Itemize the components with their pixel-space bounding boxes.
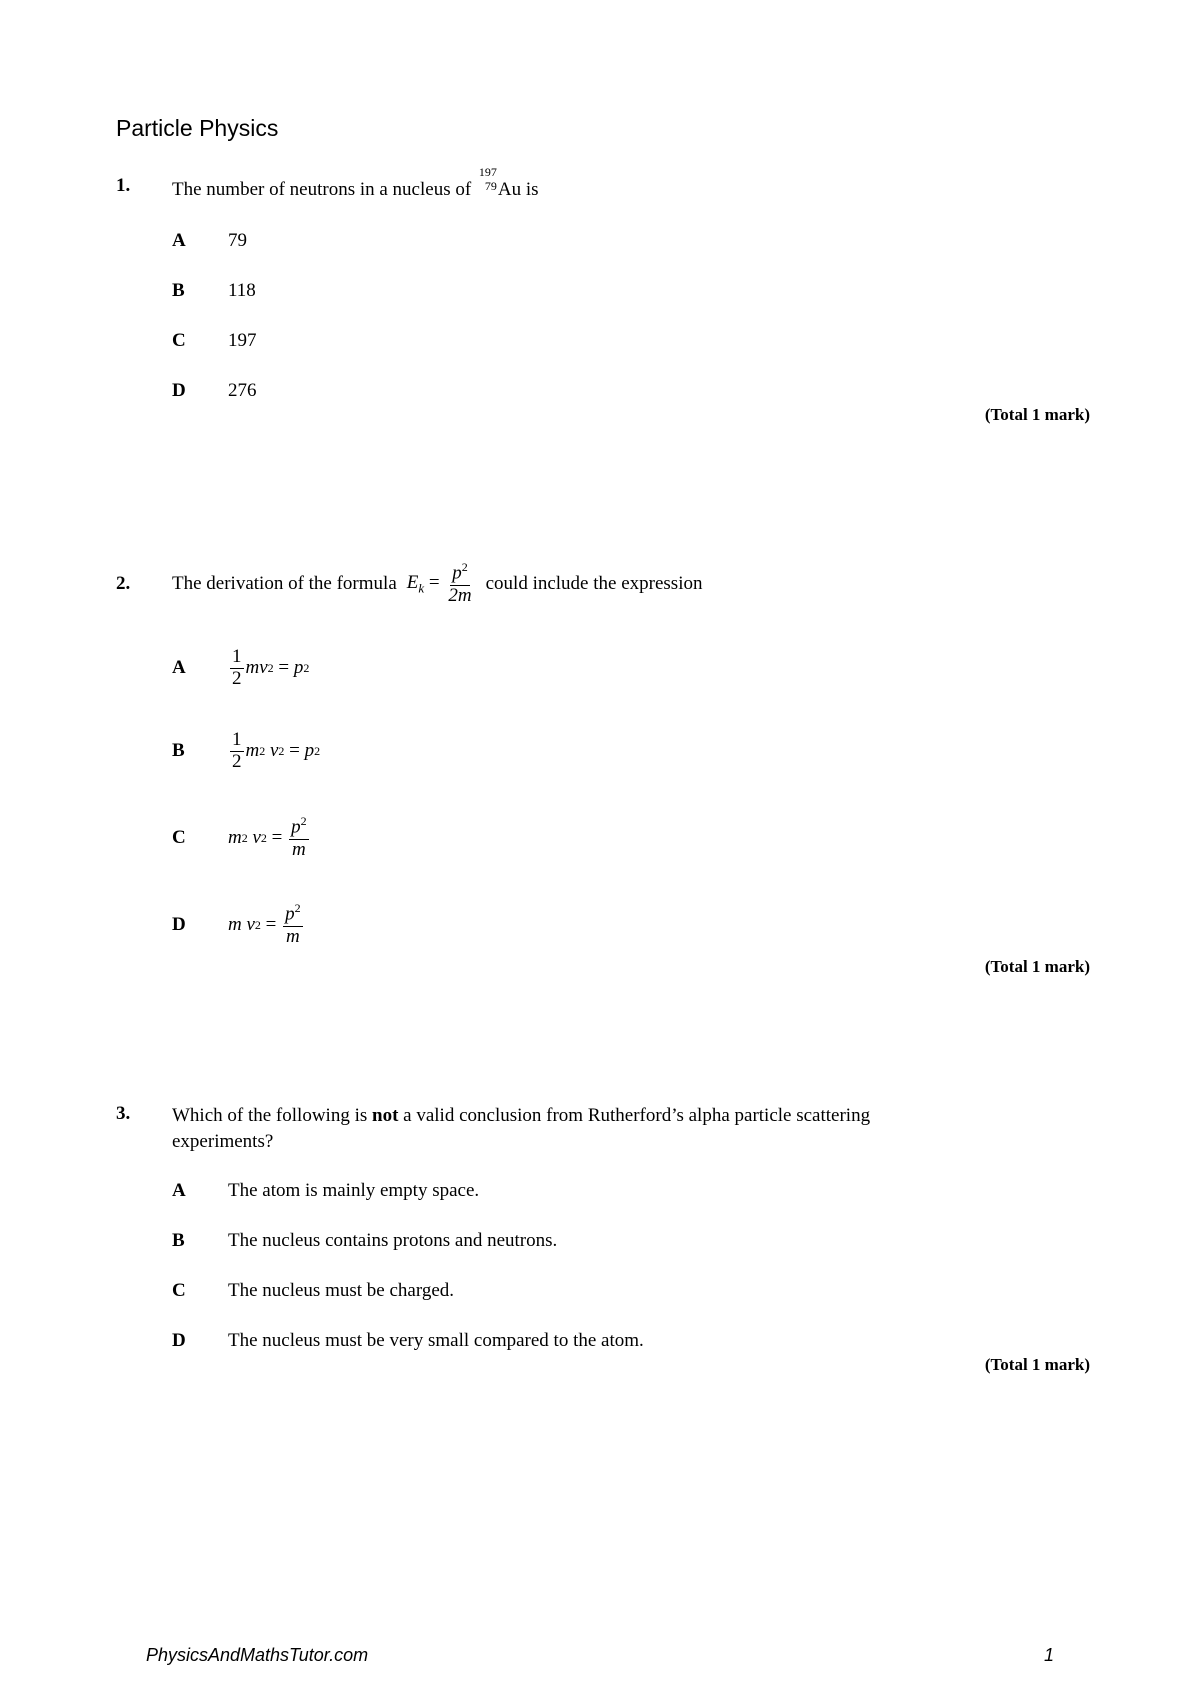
q1-total-mark: (Total 1 mark) bbox=[984, 405, 1090, 424]
q1-option-letter-d: D bbox=[172, 380, 186, 401]
q2-option-letter-a: A bbox=[172, 657, 186, 678]
q2-option-expr-a: $\frac{1}{2}$ mv 2 = p 2 bbox=[232, 645, 310, 689]
page-title: Particle Physics bbox=[116, 115, 279, 141]
expr-term-m: m bbox=[228, 914, 242, 935]
q3-option-letter-d: D bbox=[172, 1330, 186, 1351]
emphasis-not: not bbox=[372, 1105, 399, 1126]
question-3-stem-line1: Which of the following is not a valid conclusion from Rutherford’s alpha particle scattering bbox=[172, 1105, 871, 1126]
formula-fraction bbox=[446, 561, 473, 606]
q3-option-letter-a: A bbox=[172, 1180, 186, 1201]
q2-option-expr-c: m 2 v 2 = $\frac{p^2}{m}$ bbox=[228, 814, 307, 860]
q1-option-text-d: 276 bbox=[228, 380, 257, 401]
question-3-stem bbox=[172, 1103, 1032, 1155]
q2-option-letter-d: D bbox=[172, 914, 186, 935]
half-fraction: $\frac{1}{2}$ bbox=[232, 728, 242, 772]
q3-option-letter-b: B bbox=[172, 1230, 185, 1251]
q3-option-text-d: The nucleus must be very small compared to the atom. bbox=[228, 1330, 644, 1351]
formula-numerator-exponent: 2 bbox=[461, 560, 468, 575]
expr-rhs: p bbox=[293, 657, 304, 678]
q3-total-mark: (Total 1 mark) bbox=[984, 1355, 1090, 1374]
expr-exponent-v: 2 bbox=[254, 917, 261, 932]
element-symbol: Au bbox=[497, 179, 522, 200]
q3-option-letter-c: C bbox=[172, 1280, 186, 1301]
expr-term-v: v bbox=[269, 740, 279, 761]
formula-denominator: 2m bbox=[448, 584, 472, 606]
question-1-stem-end: is bbox=[525, 179, 539, 200]
formula-lhs-subscript: k bbox=[418, 581, 425, 597]
q1-option-letter-b: B bbox=[172, 280, 185, 301]
question-2-number: 2. bbox=[116, 573, 131, 594]
formula-lhs: E bbox=[406, 572, 419, 594]
q2-option-letter-c: C bbox=[172, 827, 186, 848]
q3-option-text-b: The nucleus contains protons and neutrons. bbox=[228, 1230, 558, 1251]
q3-option-text-c: The nucleus must be charged. bbox=[228, 1280, 454, 1301]
expr-rhs-fraction: $\frac{p^2}{m}$ bbox=[291, 814, 307, 860]
q1-option-letter-a: A bbox=[172, 230, 186, 251]
expr-term-v: v bbox=[246, 914, 255, 935]
expr-exponent-m: 2 bbox=[259, 743, 266, 758]
q1-option-letter-c: C bbox=[172, 330, 186, 351]
expr-term-m: m bbox=[245, 740, 260, 761]
footer-page-number: 1 bbox=[1044, 1645, 1055, 1665]
question-1-number: 1. bbox=[116, 175, 131, 196]
question-3-stem-line2: experiments? bbox=[172, 1131, 274, 1152]
expr-term-v: v bbox=[252, 827, 261, 848]
half-fraction: $\frac{1}{2}$ bbox=[232, 645, 242, 689]
mass-number: 197 bbox=[478, 165, 497, 179]
expr-exponent: 2 bbox=[267, 660, 274, 675]
formula-numerator: p bbox=[452, 562, 462, 584]
q2-option-expr-b: $\frac{1}{2}$ m 2 v 2 = p 2 bbox=[232, 728, 321, 772]
q1-option-text-c: 197 bbox=[228, 330, 257, 351]
expr-term: mv bbox=[245, 657, 268, 678]
expr-exponent-v: 2 bbox=[278, 743, 285, 758]
question-3-number: 3. bbox=[116, 1103, 131, 1124]
q2-option-expr-d: m v 2 = $\frac{p^2}{m}$ bbox=[228, 901, 301, 947]
question-2-stem-text: The derivation of the formula bbox=[172, 573, 397, 594]
expr-rhs: p bbox=[304, 740, 315, 761]
question-2-stem bbox=[172, 556, 702, 612]
q1-option-text-a: 79 bbox=[228, 230, 247, 251]
kinetic-energy-formula: $E_k$ = $\frac{p^2}{2m}$ bbox=[406, 560, 472, 606]
q2-total-mark: (Total 1 mark) bbox=[984, 957, 1090, 976]
expr-rhs-exponent: 2 bbox=[314, 743, 321, 758]
expr-rhs-fraction: $\frac{p^2}{m}$ bbox=[285, 901, 301, 947]
expr-exponent-m: 2 bbox=[241, 830, 248, 845]
nuclide-symbol bbox=[476, 165, 498, 195]
question-1-stem bbox=[172, 165, 539, 201]
footer-source: PhysicsAndMathsTutor.com bbox=[146, 1645, 369, 1665]
expr-term-m: m bbox=[228, 827, 242, 848]
q2-option-letter-b: B bbox=[172, 740, 185, 761]
expr-exponent-v: 2 bbox=[260, 830, 267, 845]
expr-rhs-exponent: 2 bbox=[303, 660, 310, 675]
q1-option-text-b: 118 bbox=[228, 280, 256, 301]
q3-option-text-a: The atom is mainly empty space. bbox=[228, 1180, 480, 1201]
question-1-stem-text: The number of neutrons in a nucleus of bbox=[172, 179, 472, 200]
question-2-stem-end: could include the expression bbox=[485, 573, 703, 594]
atomic-number: 79 bbox=[484, 179, 497, 193]
